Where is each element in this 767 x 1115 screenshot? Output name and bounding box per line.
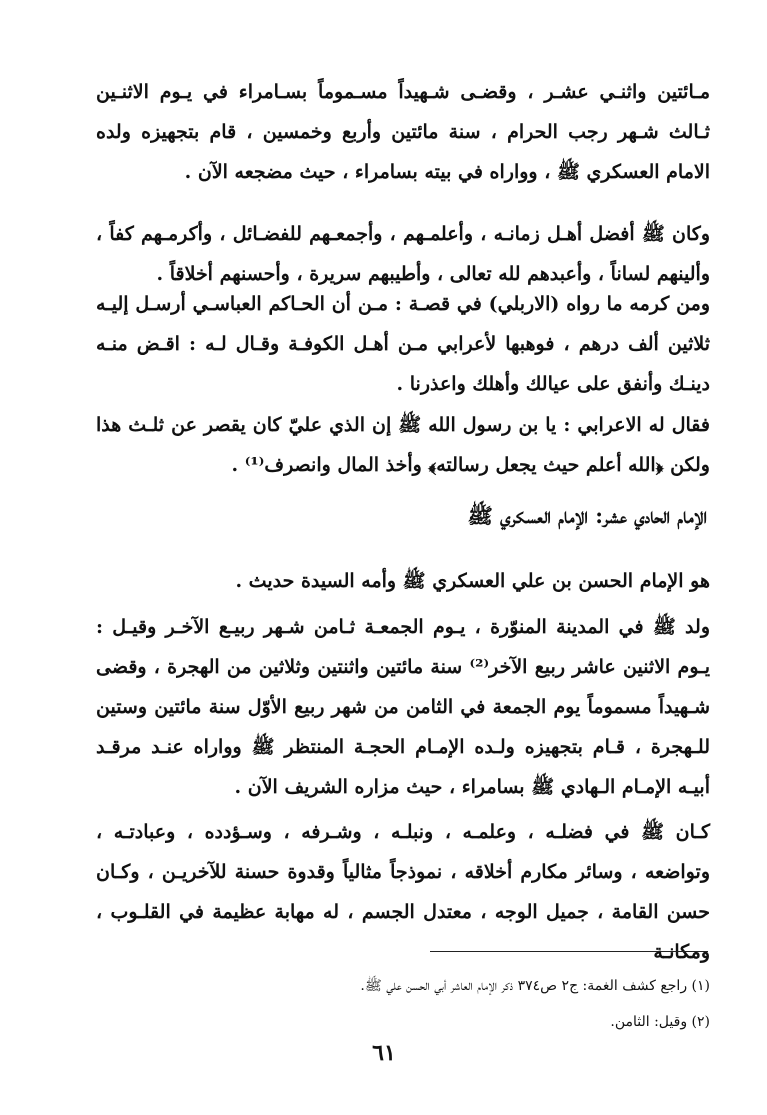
footnote-divider	[430, 951, 708, 952]
paragraph-bedouin: فقال له الاعرابي : يا بن رسول الله ﷺ إن الذي عليّ كان يقصر عن ثلـث هذا ولكن ﴿الله أعلم حيث يجعل رسالته﴾ وأخذ المال وانصرف⁽¹⁾ .	[96, 414, 710, 476]
paragraph-generosity: ومن كرمه ما رواه (الاربلي) في قصـة : مـن أن الحـاكم العباسـي أرسـل إليـه ثلاثين ألف درهم ، فوهبها لأعرابي مـن أهـل الكوفـة وقـال لـه : اقـض منـه دينـك وأنفق على عيالك وأهلك واعذرنا .	[96, 293, 710, 395]
paragraph-continuation: مـائتين واثنـي عشـر ، وقضـى شـهيداً مسـموماً بسـامراء في يـوم الاثنـين ثـالث شـهر رجب الحرام ، سنة مائتين وأربع وخمسين ، قام بتجهيزه ولده الامام العسكري ﷺ ، وواراه في بيته بسامراء ، حيث مضجعه الآن .	[96, 81, 710, 183]
page-number: ٦١	[372, 1040, 396, 1066]
footnote-1: (١) راجع كشف الغمة: ج٢ ص٣٧٤ ذكر الإمام العاشر أبي الحسن علي ﷺ.	[360, 978, 710, 994]
section-heading: الإمام الحادي عشر: الإمام العسكري ﷺ	[467, 503, 707, 528]
footnotes	[96, 968, 710, 1040]
footnote-2: (٢) وقيل: الثامن.	[610, 1014, 710, 1030]
paragraph-lineage: هو الإمام الحسن بن علي العسكري ﷺ وأمه السيدة حديث .	[235, 570, 710, 592]
paragraph-virtues: وكان ﷺ أفضل أهـل زمانـه ، وأعلمـهم ، وأجمعـهم للفضـائل ، وأكرمـهم كفاً ، وألينهم لساناً ، وأعبدهم لله تعالى ، وأطيبهم سريرة ، وأحسنهم أخلاقاً .	[96, 223, 710, 285]
paragraph-birth-death: ولد ﷺ في المدينة المنوّرة ، يـوم الجمعـة ثـامن شـهر ربيـع الآخـر وقيـل : يـوم الاثنين عاشر ربيع الآخر⁽²⁾ سنة مائتين واثنتين وثلاثين من الهجرة ، وقضى شـهيداً مسموماً يوم الجمعة في الثامن من شهر ربيع الأوّل سنة مائتين وستين للـهجرة ، قـام بتجهيزه ولـده الإمـام الحجـة المنتظر ﷺ وواراه عنـد مرقـد أبيـه الإمـام الـهادي ﷺ بسامراء ، حيث مزاره الشريف الآن .	[96, 616, 710, 798]
paragraph-character: كـان ﷺ في فضلـه ، وعلمـه ، ونبلـه ، وشـرفه ، وسـؤدده ، وعبادتـه ، وتواضعه ، وسائر مكارم أخلاقه ، نموذجاً مثالياً وقدوة حسنة للآخريـن ، وكـان حسن القامة ، جميل الوجه ، معتدل الجسم ، له مهابة عظيمة في القلـوب ، ومكانـة	[96, 821, 710, 963]
